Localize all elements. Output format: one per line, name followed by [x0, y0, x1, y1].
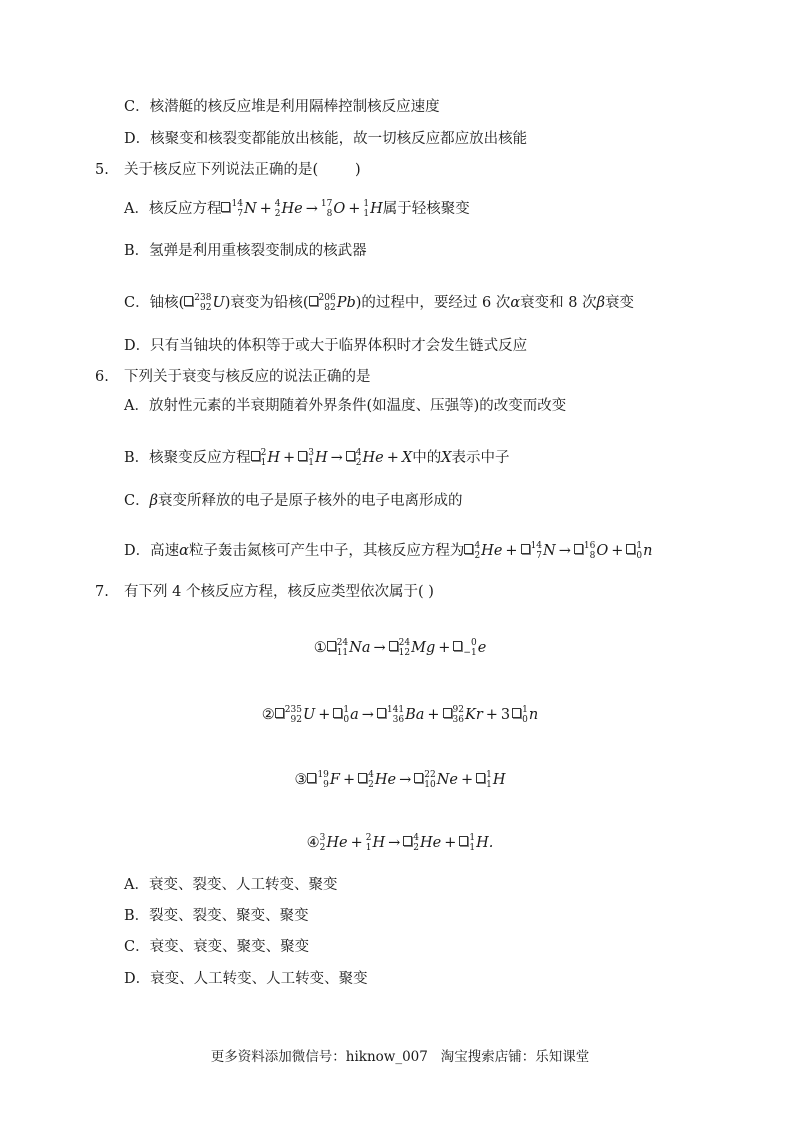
- q6-stem: 下列关于衰变与核反应的说法正确的是: [124, 369, 371, 385]
- q4-option-d: D．核聚变和核裂变都能放出核能，故一切核反应都应放出核能: [124, 131, 528, 147]
- q6-number: 6.: [95, 369, 109, 385]
- q7-option-b: B．裂变、裂变、聚变、聚变: [124, 908, 309, 924]
- q6b-equation: 2 1 H + 3 1 H → 4 2 He + X: [251, 450, 413, 466]
- q7-stem: 有下列 4 个核反应方程，核反应类型依次属于( ): [124, 584, 434, 600]
- q5-stem: 关于核反应下列说法正确的是( ): [124, 162, 361, 178]
- q5-option-b: B．氢弹是利用重核裂变制成的核武器: [124, 243, 367, 259]
- q5-number: 5.: [95, 162, 109, 178]
- q7-equation-3: ③ 19 9 F + 4 2 He → 22 10 Ne + 1 1 H: [294, 770, 506, 790]
- q5a-equation: 14 7 N + 4 2 He → 17 8 O + 1 1 H: [221, 201, 382, 217]
- q6d-equation: 4 2 He + 14 7 N → 16 8 O + 1 0 n: [464, 543, 652, 559]
- uranium-nuclide: 238 92 U: [184, 295, 224, 311]
- q6-option-c: C．β衰变所释放的电子是原子核外的电子电离形成的: [124, 493, 463, 509]
- q7-equation-2: ② 235 92 U + 1 0 a → 141 36 Ba + 92 36 Kr + 3 1 0 n: [261, 705, 539, 725]
- footer-promo: 更多资料添加微信号：hiknow_007 淘宝搜索店铺：乐知课堂: [210, 1049, 590, 1065]
- q6-option-a: A．放射性元素的半衰期随着外界条件(如温度、压强等)的改变而改变: [124, 398, 567, 414]
- q5-option-a: A．核反应方程 14 7 N + 4 2 He → 17 8 O + 1 1 H属于轻核聚变: [124, 199, 470, 219]
- q5-option-c: C．铀核( 238 92 U)衰变为铅核( 206 82 Pb)的过程中，要经过 6 次α衰变和 8 次β衰变: [124, 293, 634, 313]
- q6-option-b: B．核聚变反应方程 2 1 H + 3 1 H → 4 2 He + X中的X表示中子: [124, 448, 510, 468]
- q7-option-c: C．衰变、衰变、聚变、聚变: [124, 939, 310, 955]
- q4-option-c: C．核潜艇的核反应堆是利用隔棒控制核反应速度: [124, 99, 440, 115]
- q7-option-a: A．衰变、裂变、人工转变、聚变: [124, 877, 338, 893]
- q7-option-d: D．衰变、人工转变、人工转变、聚变: [124, 971, 368, 987]
- q7-equation-4: ④ 3 2 He + 2 1 H → 4 2 He + 1 1 H.: [306, 833, 494, 853]
- q5-option-d: D．只有当铀块的体积等于或大于临界体积时才会发生链式反应: [124, 338, 528, 354]
- lead-nuclide: 206 82 Pb: [309, 295, 356, 311]
- q7-number: 7.: [95, 584, 109, 600]
- q6-option-d: D．高速α粒子轰击氮核可产生中子，其核反应方程为 4 2 He + 14 7 N → 16 8 O + 1 0 n: [124, 541, 653, 561]
- q7-equation-1: ① 24 11 Na → 24 12 Mg + 0 −1 e: [313, 638, 487, 658]
